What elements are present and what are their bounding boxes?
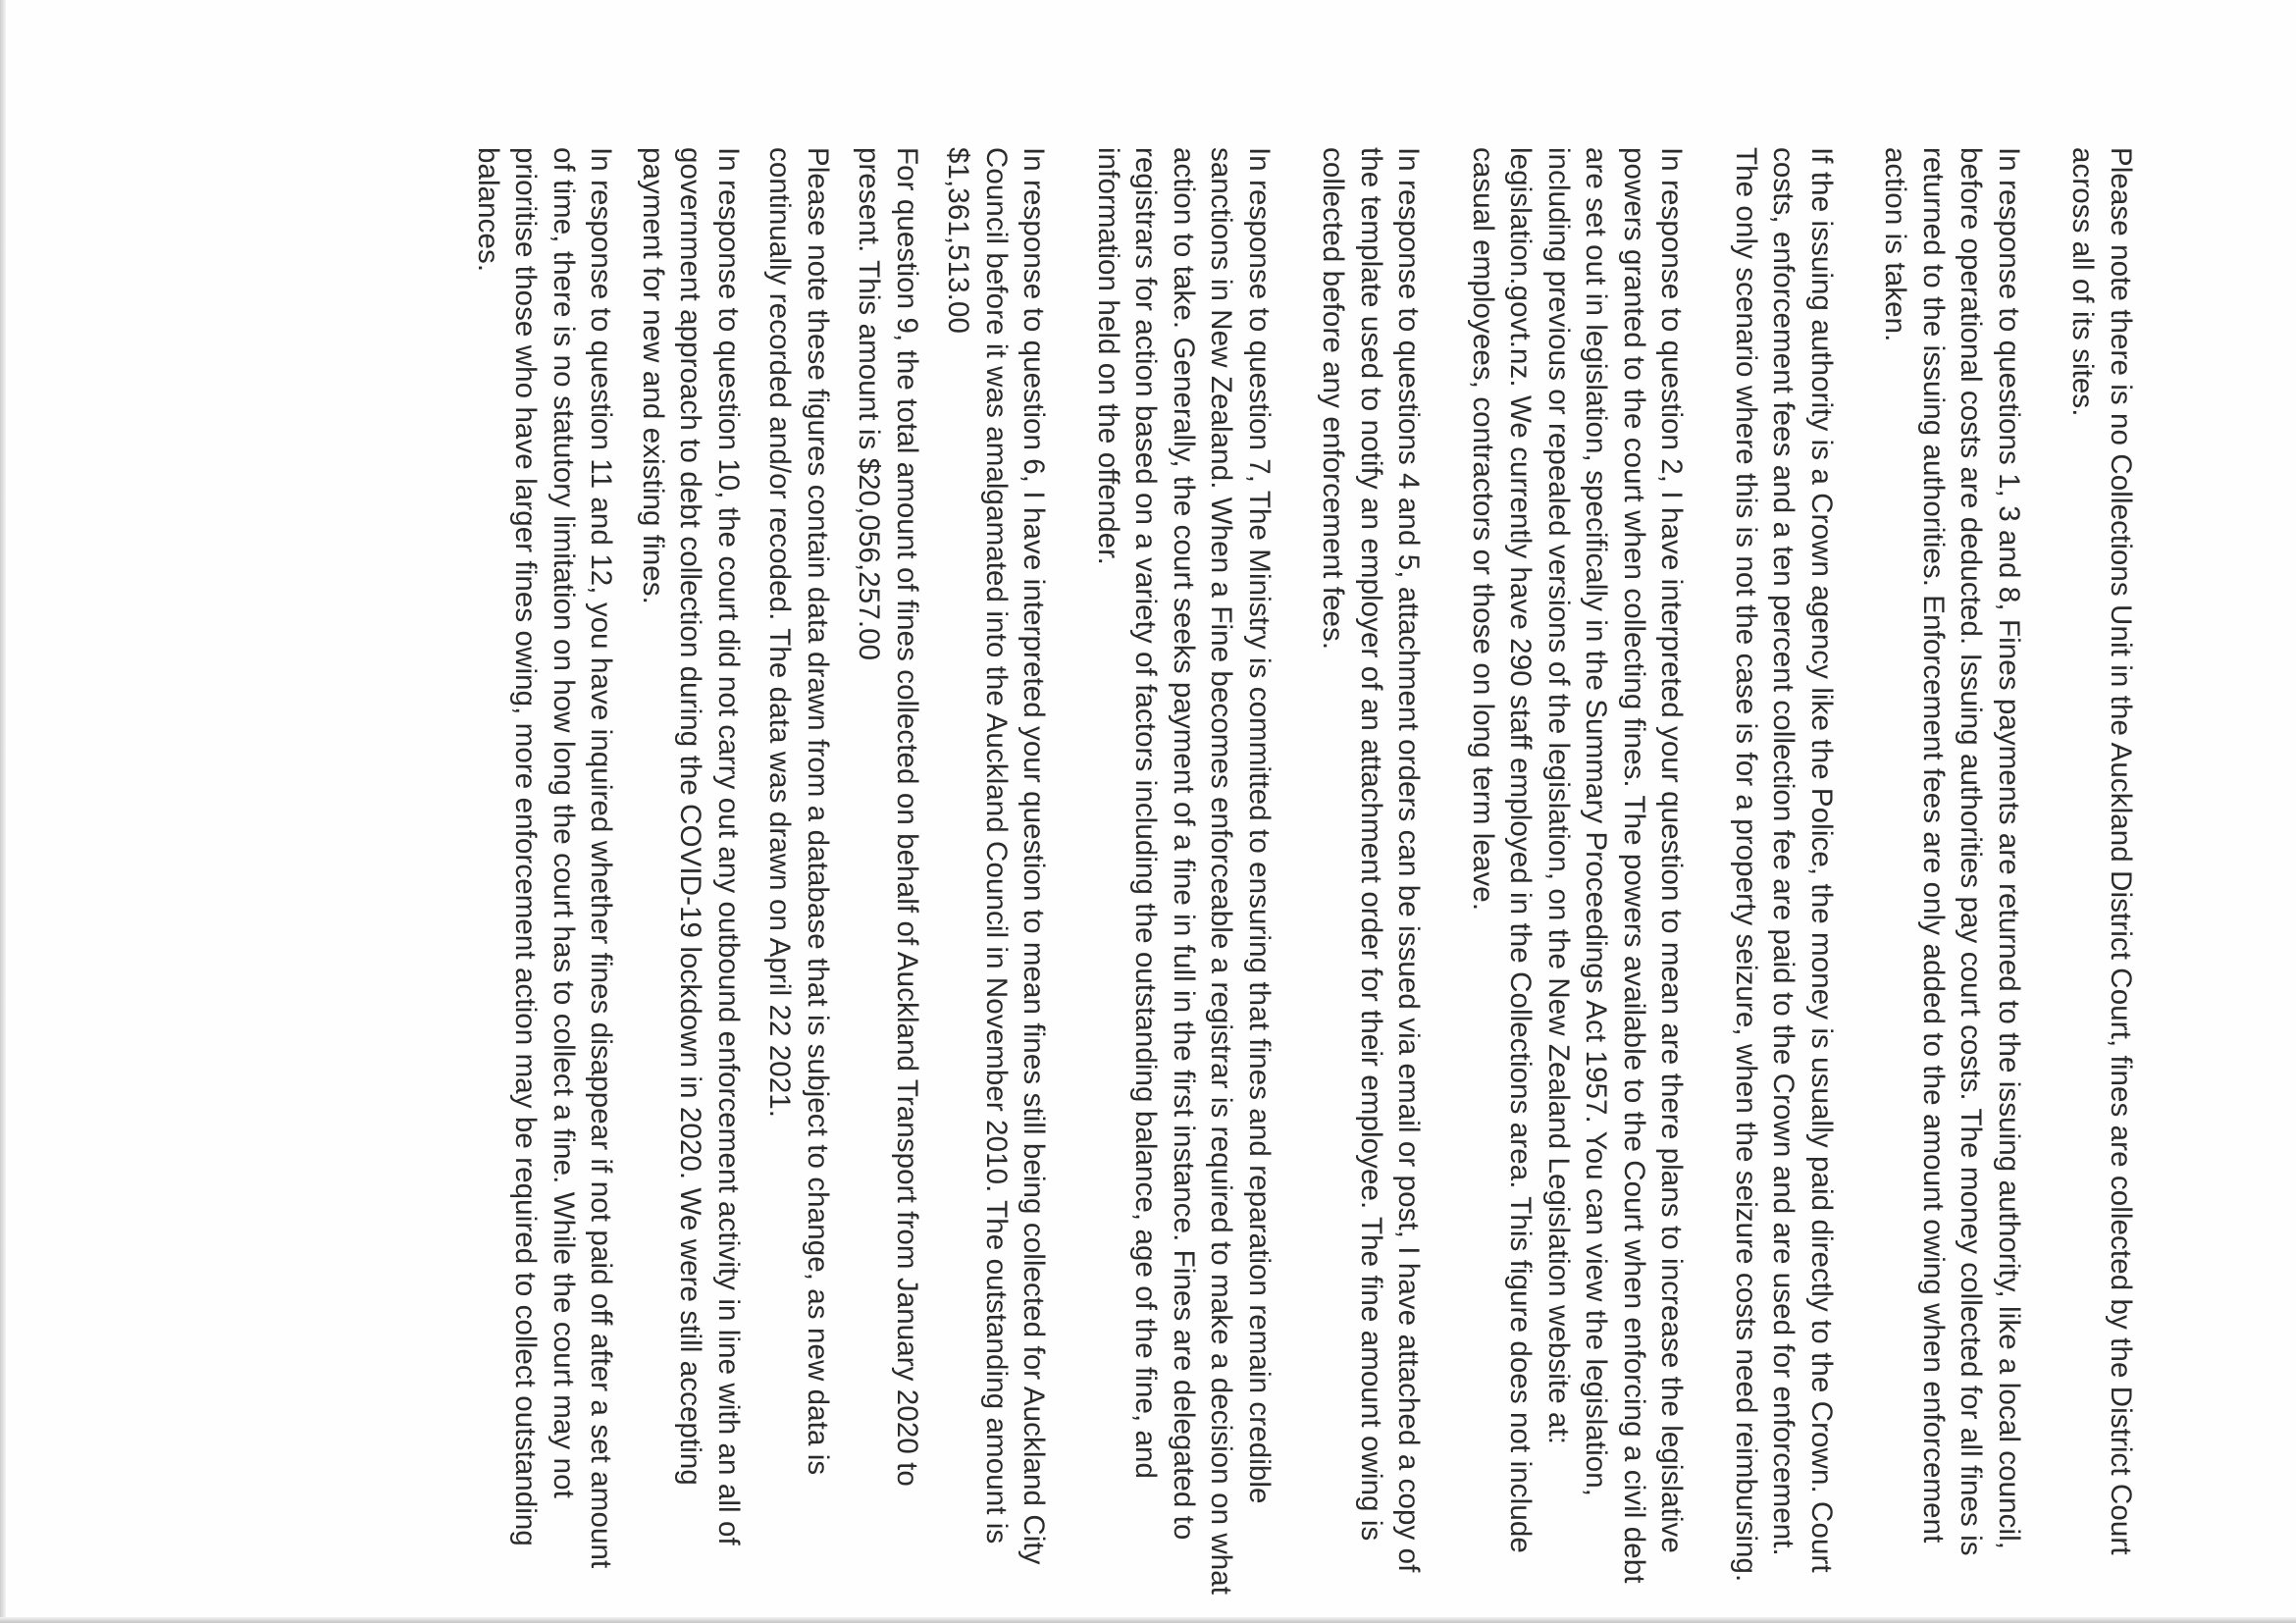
paragraph-question-2: In response to question 2, I have interpreted your question to mean are there plans to increase the legislative powers granted to the court when collecting fines. The powers available to the Court when enforcing a civil debt are set out in legislation, specifically in the Summary Proceedings Act 1957. You can view the legislation, including previous or repealed versions of the legislation, on the New Zealand Legislation website at: legislation.govt.nz. We currently have 290 staff employed in the Collections area. This figure does not include casual employees, contractors or those on long term leave.	[1467, 147, 1689, 1584]
paragraph-questions-4-5: In response to questions 4 and 5, attachment orders can be issued via email or post, I have attached a copy of the template used to notify an employer of an attachment order for their employee. The fine amount owing is collected before any enforcement fees.	[1317, 147, 1426, 1573]
paragraph-questions-1-3-8: In response to questions 1, 3 and 8, Fines payments are returned to the issuing authority, like a local council, before operational costs are deducted. Issuing authorities pay court costs. The money collected for all fines is returned to the issuing authorities. Enforcement fees are only added to the amount owing when enforcement action is taken.	[1879, 147, 2025, 1556]
paragraph-question-9: For question 9, the total amount of fines collected on behalf of Auckland Transport from January 2020 to present. This amount is $20,056,257.00	[853, 147, 923, 1487]
letter-body	[455, 147, 2140, 1599]
paragraph-questions-11-12: In response to question 11 and 12, you have inquired whether fines disappear if not paid off after a set amount of time, there is no statutory limitation on how long the court has to collect a fine. While the court may not prioritise those who have larger fines owing, more enforcement action may be required to collect outstanding balances.	[472, 147, 618, 1569]
paragraph-question-10: In response to question 10, the court did not carry out any outbound enforcement activity in line with an all of government approach to debt collection during the COVID-19 lockdown in 2020. We were still accepting payment for new and existing fines.	[637, 147, 745, 1545]
paragraph-data-note: Please note these figures contain data drawn from a database that is subject to change, as new data is continually recorded and/or recoded. The data was drawn on April 22 2021.	[763, 147, 834, 1476]
paragraph-question-6: In response to question 6, I have interpreted your question to mean fines still being collected for Auckland City Council before it was amalgamated into the Auckland Council in November 2010. The outstanding amount is $1,361,513.00	[942, 147, 1051, 1565]
paragraph-crown-agency: If the issuing authority is a Crown agency like the Police, the money is usually paid directly to the Crown. Court costs, enforcement fees and a ten percent collection fee are paid to the Crown and are used for enforcement. The only scenario where this is not the case is for a property seizure, when the seizure costs need reimbursing.	[1730, 147, 1838, 1583]
paragraph-collections-unit: Please note there is no Collections Unit in the Auckland District Court, fines are collected by the District Court across all of its sites.	[2066, 147, 2137, 1555]
scan-left-edge	[0, 0, 6, 1623]
paragraph-question-7: In response to question 7, The Ministry is committed to ensuring that fines and reparation remain credible sanctions in New Zealand. When a Fine becomes enforceable a registrar is required to make a decision on what action to take. Generally, the court seeks payment of a fine in full in the first instance. Fines are delegated to registrars for action based on a variety of factors including the outstanding balance, age of the fine, and information held on the offender.	[1092, 147, 1276, 1596]
scan-bottom-edge	[0, 1617, 2296, 1623]
